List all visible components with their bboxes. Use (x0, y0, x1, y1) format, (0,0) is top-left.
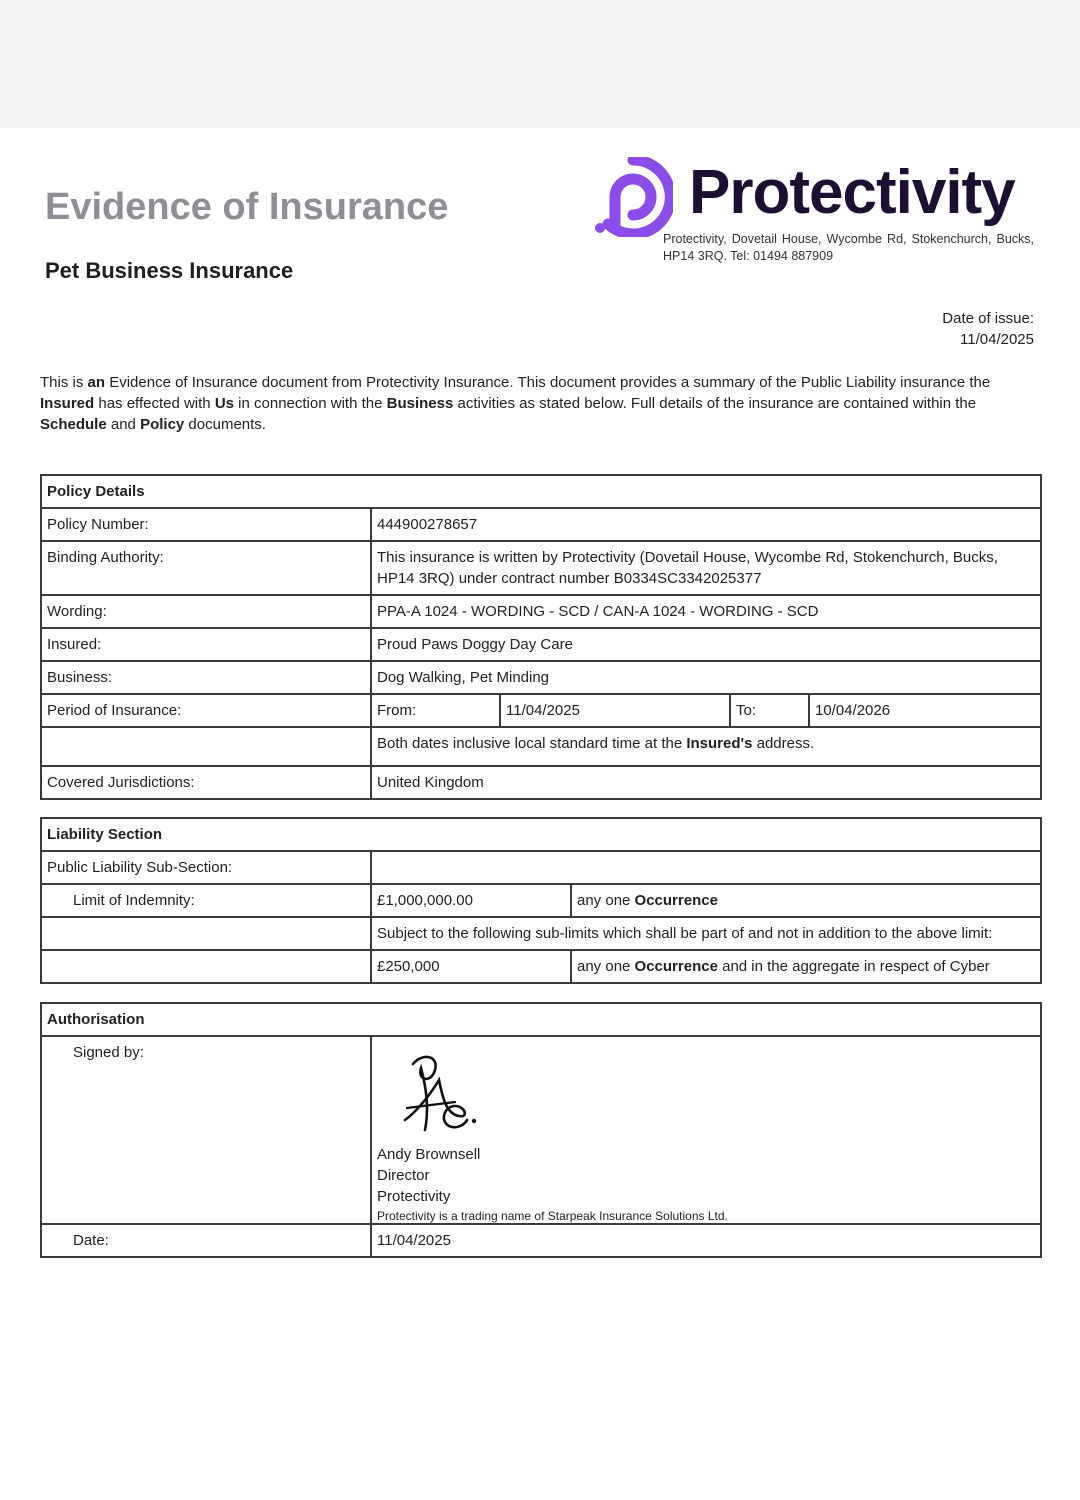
table-row (41, 818, 1041, 851)
table-row (41, 541, 1041, 595)
empty-cell (41, 727, 371, 766)
empty-cell (41, 950, 371, 983)
section-heading: Policy Details (41, 475, 1041, 508)
wording: PPA-A 1024 - WORDING - SCD / CAN-A 1024 - WORDING - SCD (371, 595, 1041, 628)
field-label: Period of Insurance: (41, 694, 371, 727)
table-row (41, 628, 1041, 661)
signature-block (371, 1036, 1041, 1224)
field-label: Policy Number: (41, 508, 371, 541)
table-row (41, 1224, 1041, 1257)
liability-section-table (40, 817, 1042, 984)
signer-title: Director (377, 1167, 430, 1184)
page-title: Evidence of Insurance (45, 186, 449, 228)
field-label: Public Liability Sub-Section: (41, 851, 371, 884)
date-of-issue (942, 308, 1034, 350)
from-label: From: (371, 694, 500, 727)
business-activities: Dog Walking, Pet Minding (371, 661, 1041, 694)
table-row (41, 661, 1041, 694)
table-row (41, 694, 1041, 727)
field-label: Covered Jurisdictions: (41, 766, 371, 799)
insured-name: Proud Paws Doggy Day Care (371, 628, 1041, 661)
section-heading: Authorisation (41, 1003, 1041, 1036)
protectivity-p-icon (593, 157, 673, 237)
issue-date: 11/04/2025 (960, 331, 1034, 348)
limit-of-indemnity: £1,000,000.00 (371, 884, 571, 917)
authorisation-date: 11/04/2025 (371, 1224, 1041, 1257)
table-row (41, 1003, 1041, 1036)
dates-note: Both dates inclusive local standard time at the Insured's address. (371, 727, 1041, 766)
limit-basis: any one Occurrence (571, 884, 1041, 917)
table-row (41, 851, 1041, 884)
empty-cell (41, 917, 371, 950)
table-row (41, 884, 1041, 917)
field-label: Insured: (41, 628, 371, 661)
intro-paragraph: This is an Evidence of Insurance document from Protectivity Insurance. This document provides a summary of the Public Liability insurance the Insured has effected with Us in connection with the Business activities as stated below. Full details of the insurance are contained within the Schedule and Policy documents. (40, 374, 991, 433)
to-label: To: (730, 694, 809, 727)
issue-label: Date of issue: (942, 310, 1034, 327)
signer-details (377, 1144, 480, 1207)
brand-name: Protectivity (689, 158, 1015, 227)
signed-by-label: Signed by: (41, 1036, 371, 1224)
cyber-basis: any one Occurrence and in the aggregate in respect of Cyber (571, 950, 1041, 983)
date-label: Date: (41, 1224, 371, 1257)
covered-jurisdictions: United Kingdom (371, 766, 1041, 799)
field-label: Wording: (41, 595, 371, 628)
binding-authority: This insurance is written by Protectivity (Dovetail House, Wycombe Rd, Stokenchurch, Bucks, HP14 3RQ) under contract number B0334SC3342025377 (371, 541, 1041, 595)
protectivity-logo (593, 157, 1038, 237)
table-row (41, 950, 1041, 983)
section-heading: Liability Section (41, 818, 1041, 851)
table-row (41, 917, 1041, 950)
page-subtitle: Pet Business Insurance (45, 258, 294, 283)
table-row (41, 595, 1041, 628)
cyber-sublimit: £250,000 (371, 950, 571, 983)
empty-cell (371, 851, 1041, 884)
signature-image (399, 1050, 509, 1140)
policy-number: 444900278657 (371, 508, 1041, 541)
field-label: Business: (41, 661, 371, 694)
table-row (41, 475, 1041, 508)
signer-company: Protectivity (377, 1188, 451, 1205)
period-to: 10/04/2026 (809, 694, 1041, 727)
table-row (41, 1036, 1041, 1224)
authorisation-table (40, 1002, 1042, 1258)
sublimit-note: Subject to the following sub-limits which shall be part of and not in addition to the above limit: (371, 917, 1041, 950)
field-label: Binding Authority: (41, 541, 371, 595)
trading-name-note: Protectivity is a trading name of Starpeak Insurance Solutions Ltd. (377, 1209, 728, 1223)
signer-name: Andy Brownsell (377, 1146, 481, 1163)
field-label: Limit of Indemnity: (41, 884, 371, 917)
period-from: 11/04/2025 (500, 694, 730, 727)
policy-details-table (40, 474, 1042, 800)
table-row (41, 727, 1041, 766)
table-row (41, 508, 1041, 541)
company-address: Protectivity, Dovetail House, Wycombe Rd, Stokenchurch, Bucks, HP14 3RQ. Tel: 01494 887909 (663, 232, 1034, 263)
top-margin-band (0, 0, 1080, 128)
table-row (41, 766, 1041, 799)
